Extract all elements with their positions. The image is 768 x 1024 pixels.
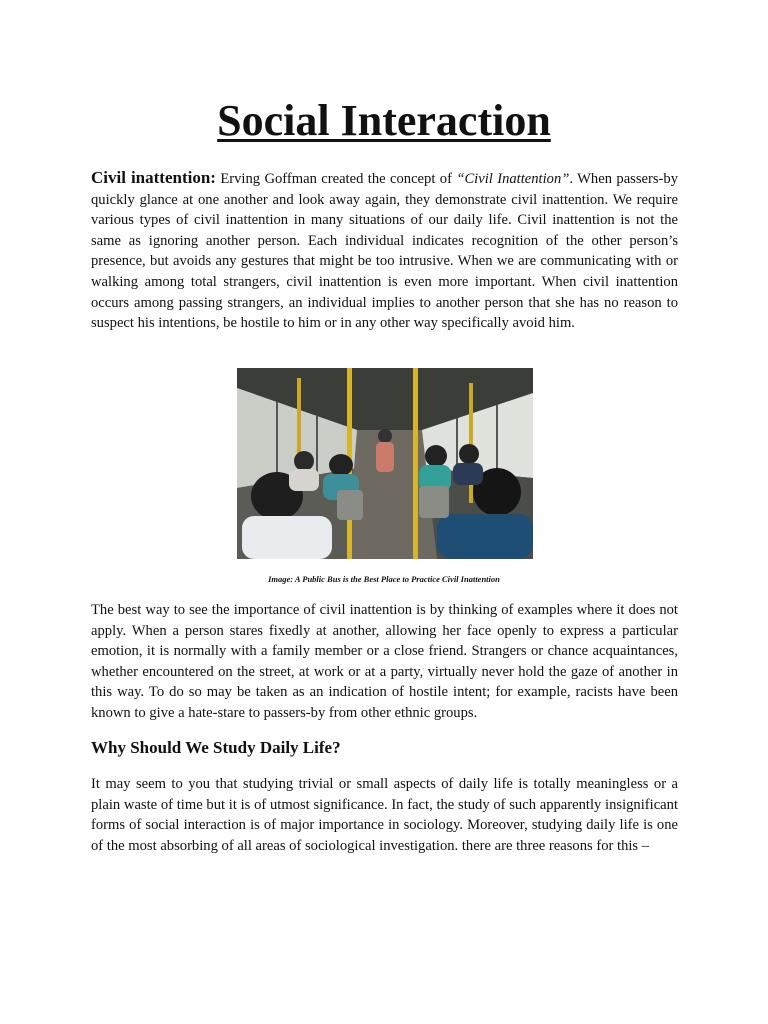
- paragraph-text-rest: . When passers-by quickly glance at one another and look away again, they demonstrate civil inattention. We require various types of civil inattention in many situations of our daily life. Civil inattention is not the same as ignoring another person. Each individual indicates recognition of the other person’s presence, but avoids any gestures that might be too intrusive. When we are communicating with or walking among total strangers, civil inattention is even more important. When civil inattention occurs among passing strangers, an individual implies to another person that she has no reason to suspect his intentions, be hostile to him or in any other way specifically avoid him.: [91, 171, 678, 332]
- bus-interior-illustration: [237, 368, 533, 559]
- passenger-body: [453, 463, 483, 485]
- paragraph-examples: The best way to see the importance of civil inattention is by thinking of examples where it does not apply. When a person stares fixedly at another, allowing her face openly to express a particular emotion, it is normally with a family member or a close friend. Strangers or chance acquaintances, whether encountered on the street, at work or at a party, virtually never hold the gaze of another in this way. To do so may be taken as an indication of hostile intent; for example, racists have been known to give a hate-stare to passers-by from other ethnic groups.: [91, 602, 678, 721]
- page-title: [0, 94, 768, 148]
- seat-back: [337, 490, 363, 520]
- quoted-term: “Civil Inattention”: [456, 171, 570, 187]
- pole-right: [413, 368, 418, 559]
- seat-back: [419, 486, 449, 518]
- passenger-head: [425, 445, 447, 467]
- passenger-head: [378, 429, 392, 443]
- page-title-text: Social Interaction: [217, 96, 551, 145]
- image-caption: Image: A Public Bus is the Best Place to Practice Civil Inattention: [268, 574, 500, 584]
- passenger-body: [242, 516, 332, 559]
- section-lead: Civil inattention:: [91, 168, 216, 187]
- bus-photo: [237, 368, 533, 559]
- civil-inattention-paragraph: [91, 168, 678, 334]
- passenger-head: [459, 444, 479, 464]
- paragraph-text-start: Erving Goffman created the concept of: [215, 171, 457, 187]
- passenger-body: [437, 514, 533, 559]
- passenger-head: [329, 454, 353, 476]
- passenger-body: [289, 469, 319, 491]
- section-heading-daily-life: Why Should We Study Daily Life?: [91, 738, 341, 757]
- passenger-body: [376, 442, 394, 472]
- passenger-head: [294, 451, 314, 471]
- paragraph-daily-life: It may seem to you that studying trivial or small aspects of daily life is totally meaningless or a plain waste of time but it is of utmost significance. In fact, the study of such apparently insignificant forms of social interaction is of major importance in sociology. Moreover, studying daily life is one of the most absorbing of all areas of sociological investigation. there are three reasons for this –: [91, 776, 678, 854]
